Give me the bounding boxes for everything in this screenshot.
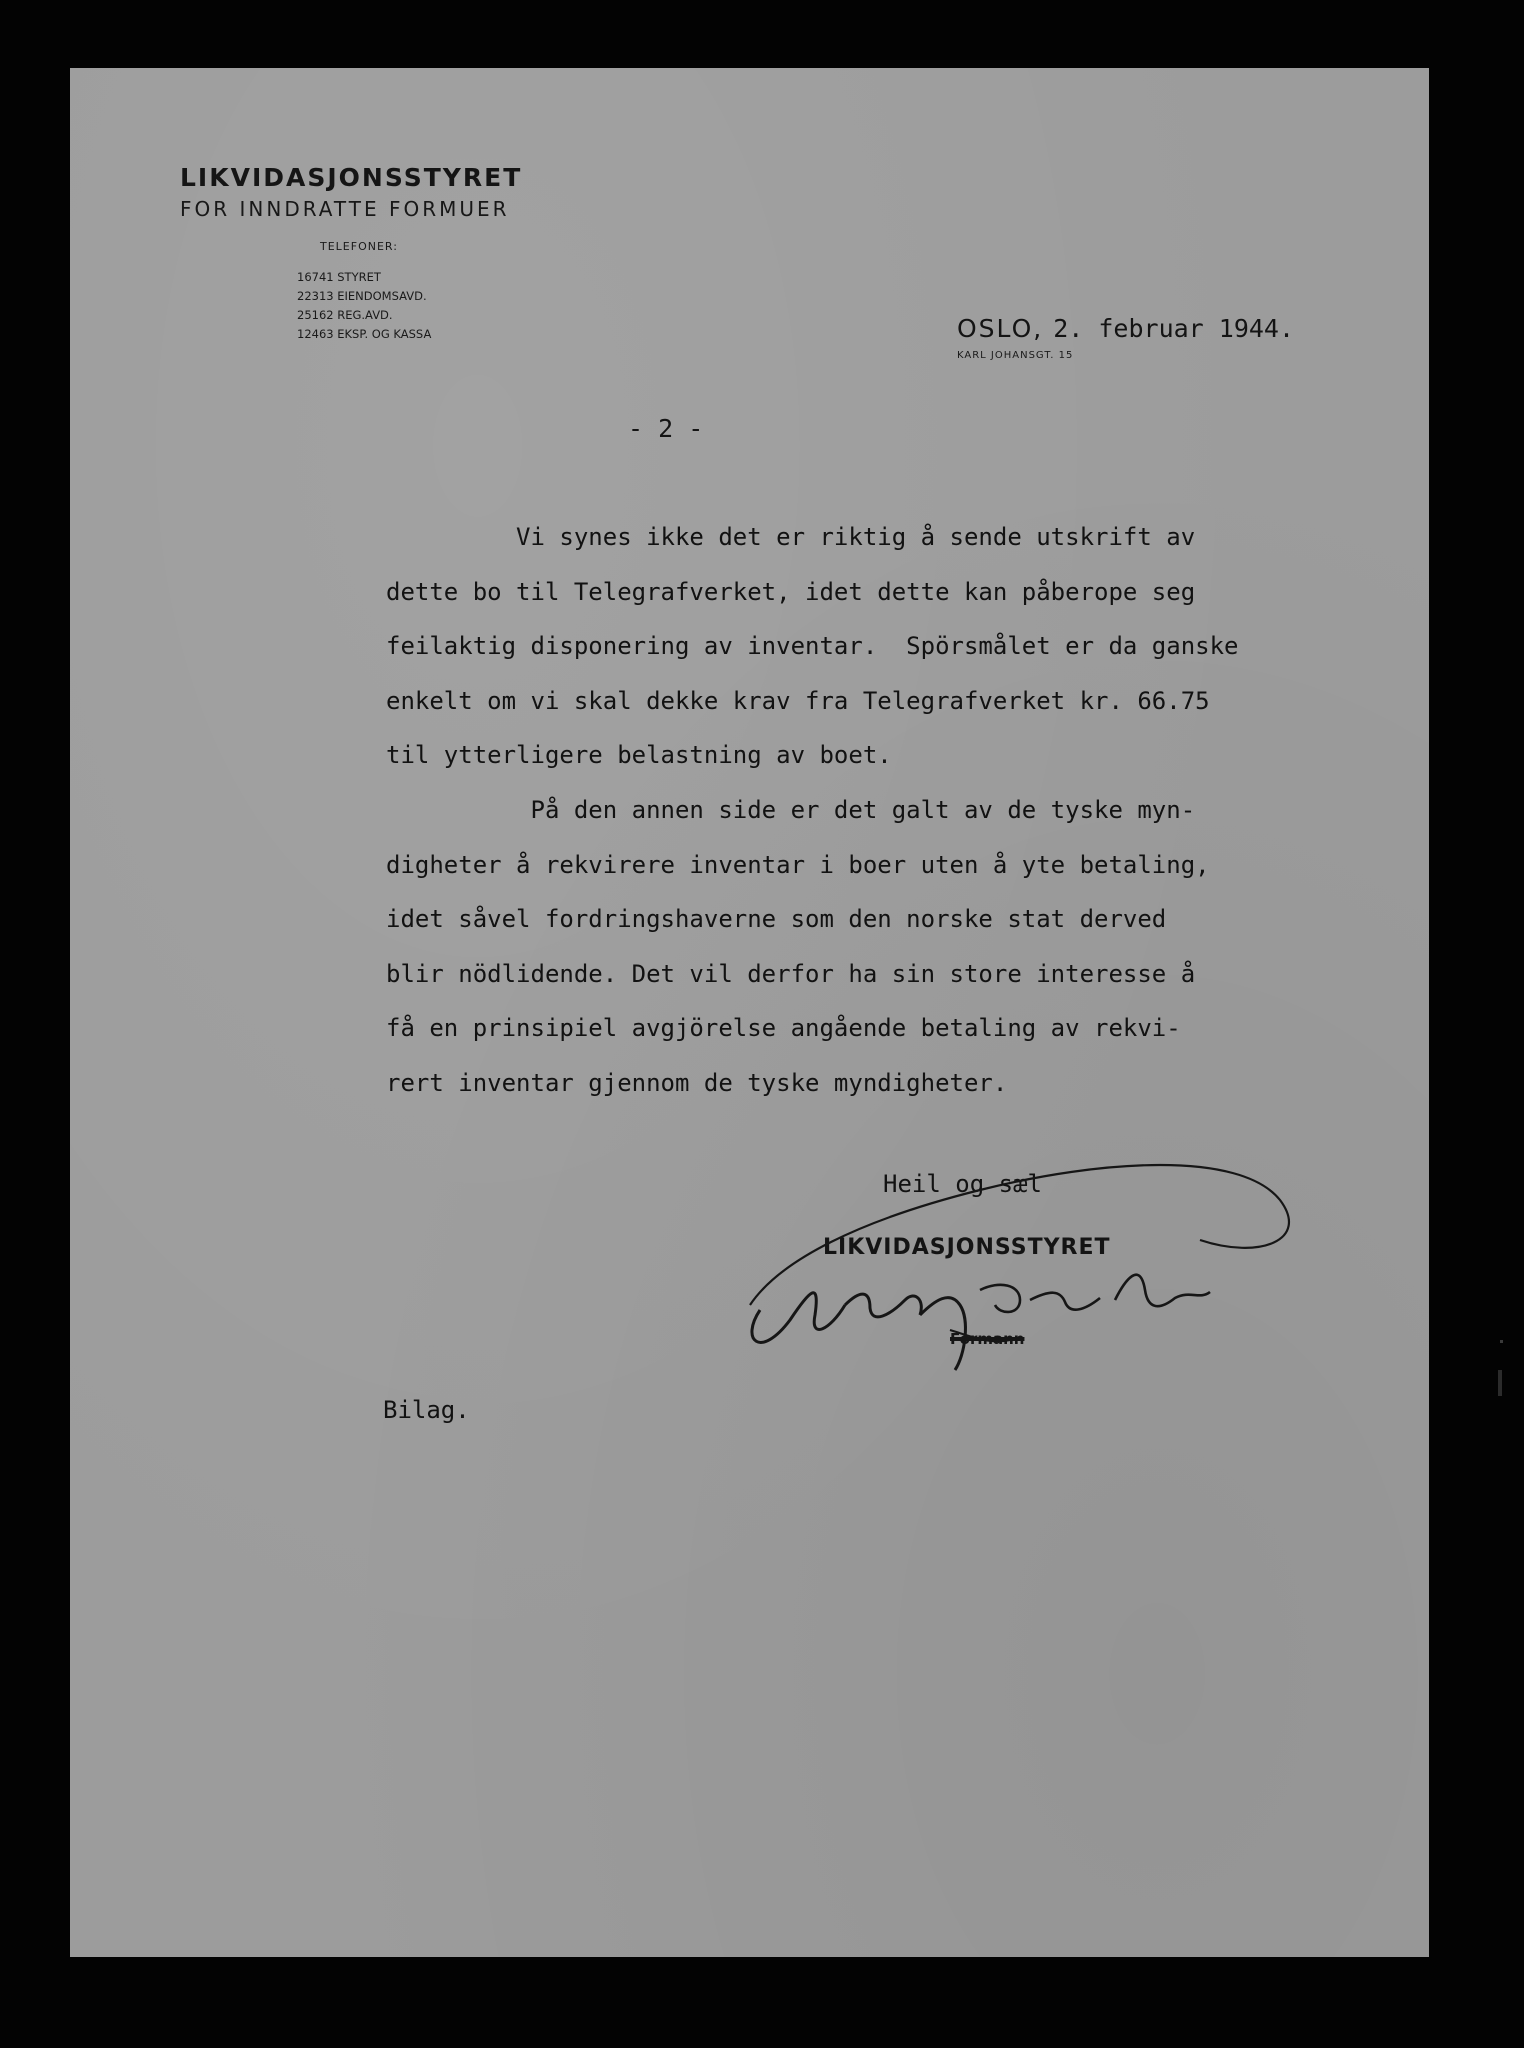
page-number: - 2 - (628, 414, 704, 443)
body-line: digheter å rekvirere inventar i boer uten å yte betaling, (386, 850, 1210, 879)
phone-entry: 16741 STYRET (297, 270, 381, 284)
letter-body (386, 510, 1366, 1111)
body-line: rert inventar gjennom de tyske myndigheter. (386, 1068, 1008, 1097)
edge-mark-right (1498, 1370, 1502, 1396)
phones-list (297, 268, 431, 344)
body-line: få en prinsipiel avgjörelse angående betaling av rekvi- (386, 1014, 1181, 1043)
body-line: feilaktig disponering av inventar. Spörsmålet er da ganske (386, 632, 1239, 661)
dateline-date: 2. februar 1944. (1053, 314, 1295, 343)
dateline-place: OSLO, (957, 314, 1044, 343)
body-line: enkelt om vi skal dekke krav fra Telegrafverket kr. 66.75 (386, 686, 1210, 715)
edge-dot-right (1500, 1340, 1503, 1343)
attachment-note: Bilag. (383, 1396, 470, 1424)
letterhead-address: KARL JOHANSGT. 15 (957, 350, 1074, 361)
body-line: idet såvel fordringshaverne som den norske stat derved (386, 905, 1167, 934)
letterhead-org-name: LIKVIDASJONSSTYRET (180, 163, 523, 192)
signature-stamp: LIKVIDASJONSSTYRET (823, 1235, 1111, 1260)
phone-entry: 25162 REG.AVD. (297, 308, 393, 322)
phone-entry: 12463 EKSP. OG KASSA (297, 327, 432, 341)
body-line: Vi synes ikke det er riktig å sende utskrift av (386, 523, 1196, 551)
letterhead-org-subtitle: FOR INNDRATTE FORMUER (180, 197, 510, 221)
body-line: til ytterligere belastning av boet. (386, 741, 892, 770)
body-line: blir nödlidende. Det vil derfor ha sin store interesse å (386, 959, 1196, 988)
body-line: dette bo til Telegrafverket, idet dette kan påberope seg (386, 577, 1196, 606)
handwritten-signature (720, 1140, 1320, 1380)
body-line: På den annen side er det galt av de tyske myn- (386, 795, 1196, 824)
dateline (957, 314, 1294, 343)
closing-salutation: Heil og sæl (883, 1170, 1042, 1198)
signatory-title: Formann (950, 1330, 1025, 1348)
phones-label: TELEFONER: (320, 240, 398, 253)
phone-entry: 22313 EIENDOMSAVD. (297, 289, 427, 303)
